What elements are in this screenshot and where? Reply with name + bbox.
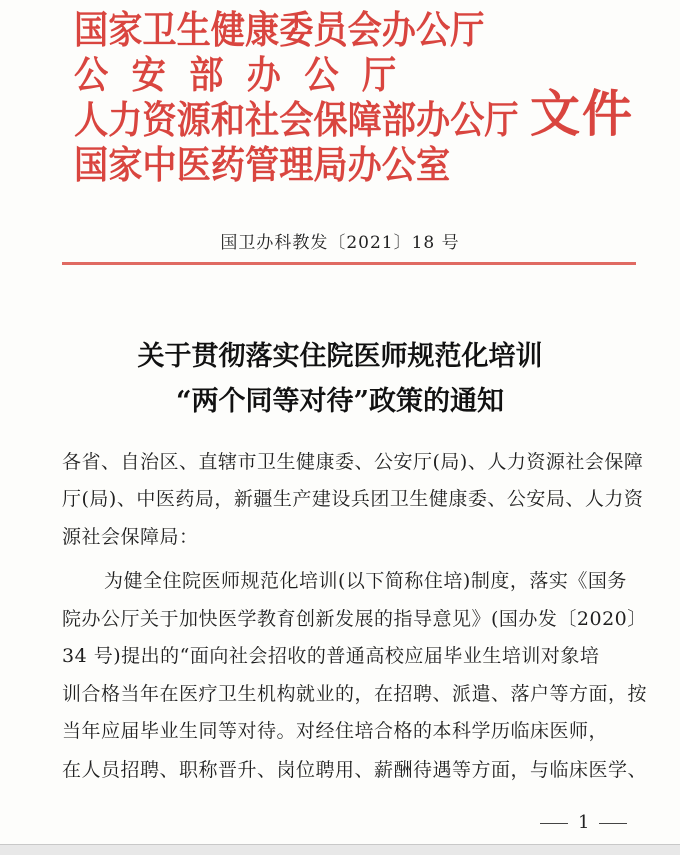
- masthead-suffix: 文件: [530, 85, 634, 143]
- body-text-line: 为健全住院医师规范化培训(以下简称住培)制度，落实《国务: [104, 570, 627, 592]
- red-divider: [62, 262, 636, 265]
- page-number-dash: [540, 823, 568, 824]
- body-text-line: 当年应届毕业生同等对待。对经住培合格的本科学历临床医师，: [62, 720, 609, 742]
- issuer-line: 国家卫生健康委员会办公厅: [74, 8, 485, 52]
- document-number: 国卫办科教发〔2021〕18 号: [220, 233, 460, 253]
- page-number: [530, 812, 637, 833]
- body-text-line: 院办公厅关于加快医学教育创新发展的指导意见》(国办发〔2020〕: [62, 608, 647, 630]
- document-title-line2: “两个同等对待”政策的通知: [175, 386, 505, 417]
- document-title-line1: 关于贯彻落实住院医师规范化培训: [137, 341, 543, 372]
- body-text-line: 在人员招聘、职称晋升、岗位聘用、薪酬待遇等方面，与临床医学、: [62, 759, 648, 781]
- body-text-line: 源社会保障局：: [62, 526, 199, 548]
- masthead-issuers: [74, 8, 534, 188]
- issuer-line: 人力资源和社会保障部办公厅: [74, 98, 519, 142]
- issuer-line: 国家中医药管理局办公室: [74, 143, 451, 187]
- issuer-line: 公安部办公厅: [74, 53, 420, 97]
- body-text-line: 厅(局)、中医药局，新疆生产建设兵团卫生健康委、公安局、人力资: [62, 488, 644, 510]
- body-text-line: 34 号)提出的“面向社会招收的普通高校应届毕业生培训对象培: [62, 645, 600, 667]
- page-number-dash: [599, 823, 627, 824]
- body-text-line: 各省、自治区、直辖市卫生健康委、公安厅(局)、人力资源社会保障: [62, 451, 644, 473]
- page-number-value: 1: [578, 812, 590, 833]
- viewer-bottom-edge: [0, 844, 680, 855]
- body-text-line: 训合格当年在医疗卫生机构就业的，在招聘、派遣、落户等方面，按: [62, 683, 648, 705]
